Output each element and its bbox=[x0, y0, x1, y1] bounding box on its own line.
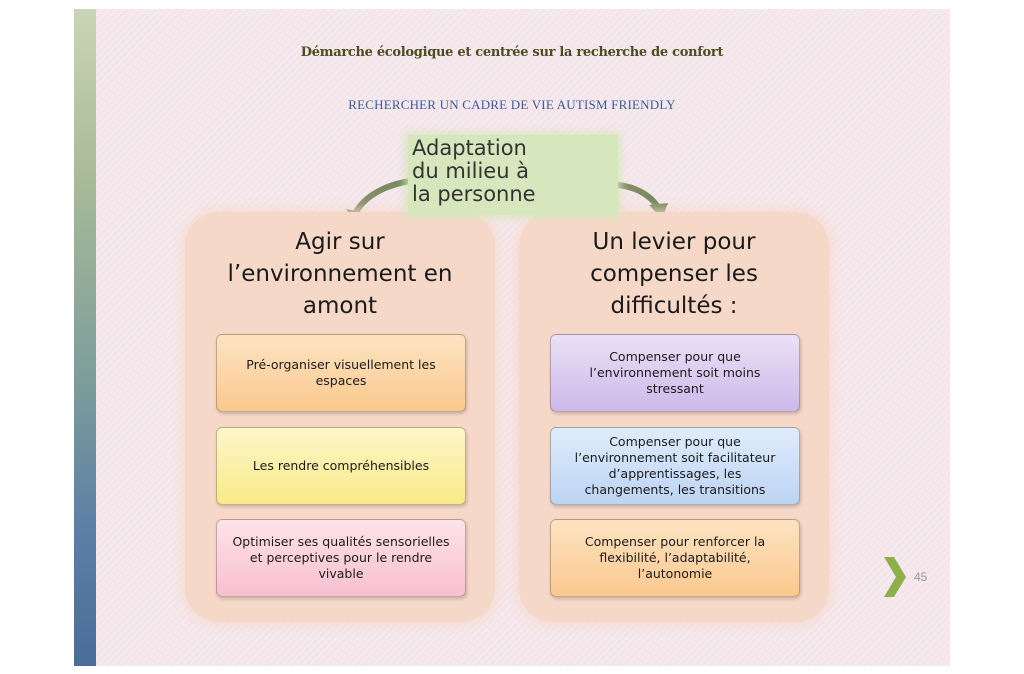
adaptation-line: la personne bbox=[412, 182, 536, 206]
left-title-line: Agir sur bbox=[295, 229, 385, 255]
left-group-panel bbox=[185, 212, 495, 622]
right-title-line: compenser les bbox=[590, 261, 758, 287]
slide-title: Démarche écologique et centrée sur la recherche de confort bbox=[300, 45, 724, 60]
left-card-comprehensible: Les rendre compréhensibles bbox=[216, 427, 466, 505]
right-title-line: Un levier pour bbox=[592, 229, 756, 255]
right-title-line: difficultés : bbox=[610, 293, 738, 319]
adaptation-line: du milieu à bbox=[412, 159, 530, 183]
page-number: 45 bbox=[914, 570, 928, 584]
next-chevron-icon[interactable] bbox=[882, 555, 908, 599]
adaptation-line: Adaptation bbox=[412, 136, 527, 160]
slide-subtitle: RECHERCHER UN CADRE DE VIE AUTISM FRIENDLY bbox=[348, 97, 676, 112]
left-title-line: amont bbox=[302, 293, 378, 319]
right-group-panel bbox=[519, 212, 829, 622]
right-card-flexibility: Compenser pour renforcer la flexibilité, l’adaptabilité, l’autonomie bbox=[550, 519, 800, 597]
left-title-line: l’environnement en bbox=[227, 261, 453, 287]
adaptation-box bbox=[408, 135, 618, 215]
left-group-title bbox=[185, 226, 495, 322]
right-card-facilitator: Compenser pour que l’environnement soit facilitateur d’apprentissages, les changements, les transitions bbox=[550, 427, 800, 505]
right-group-title bbox=[519, 226, 829, 322]
slide bbox=[74, 9, 950, 666]
left-card-sensory: Optimiser ses qualités sensorielles et perceptives pour le rendre vivable bbox=[216, 519, 466, 597]
left-card-preorganize: Pré-organiser visuellement les espaces bbox=[216, 334, 466, 412]
right-card-less-stressful: Compenser pour que l’environnement soit moins stressant bbox=[550, 334, 800, 412]
